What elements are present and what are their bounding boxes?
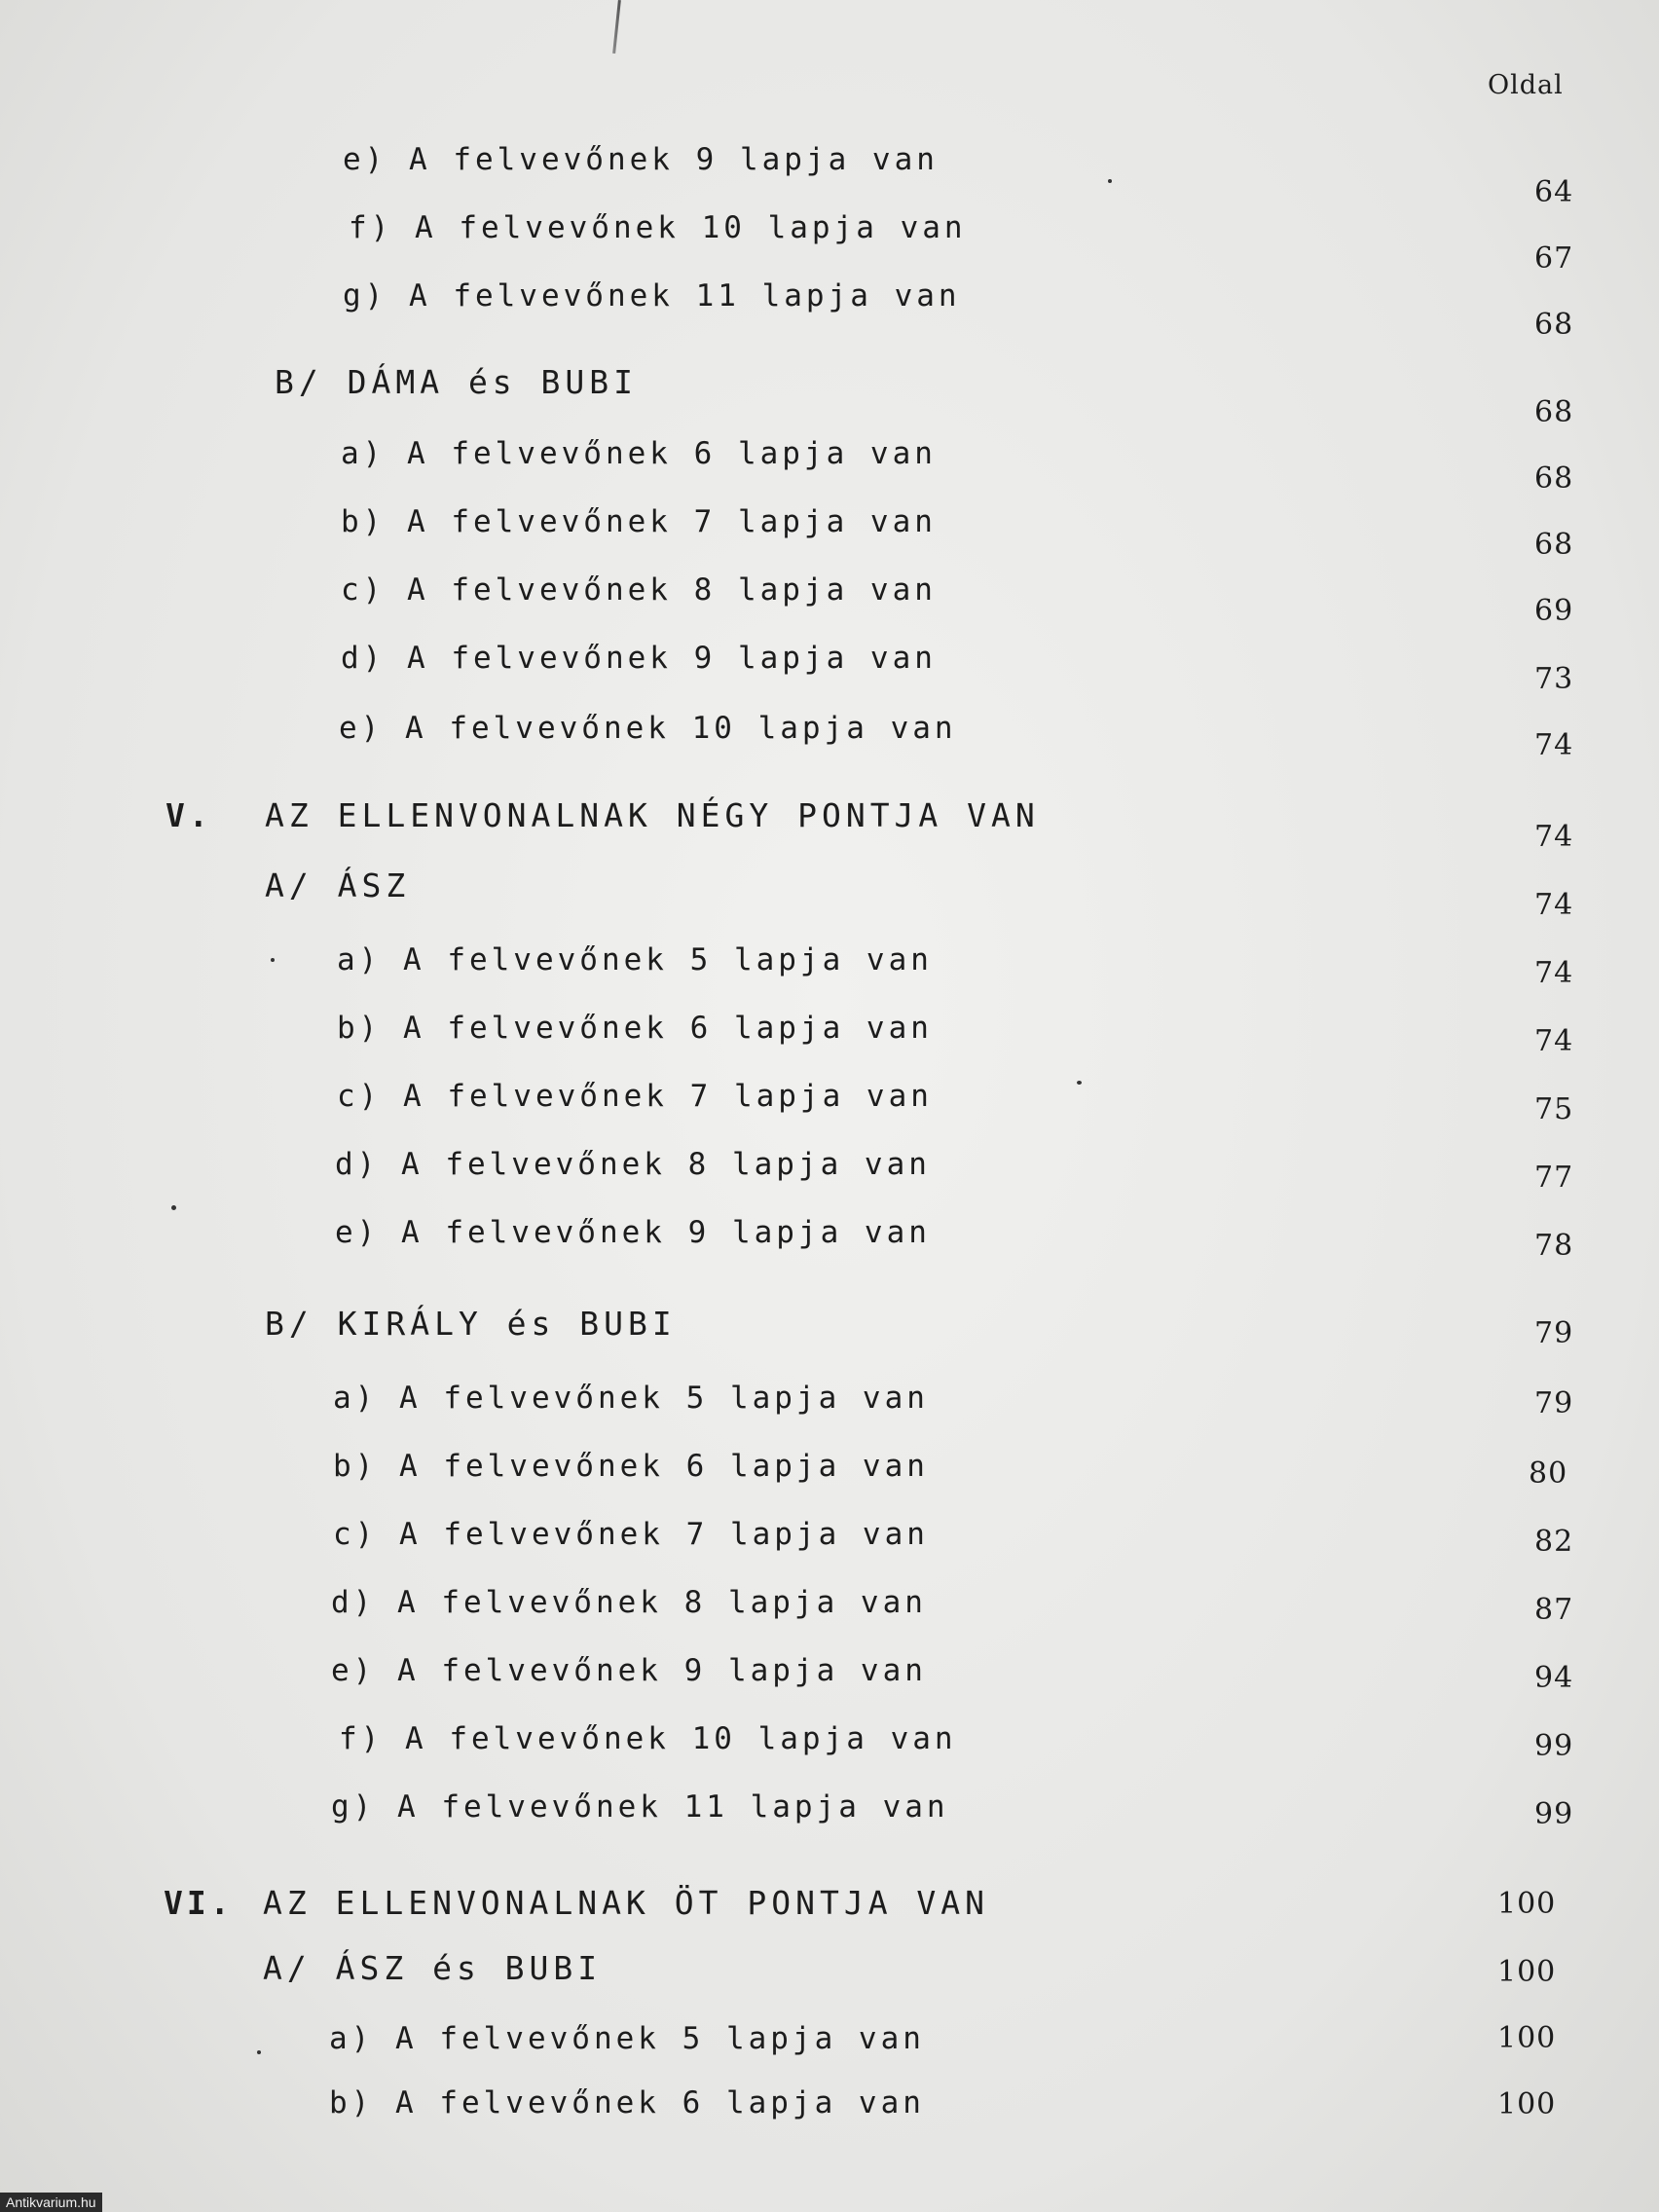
toc-entry-text: e) A felvevőnek 9 lapja van <box>343 142 939 177</box>
scratch-mark <box>612 0 621 54</box>
section-numeral-v: V. <box>166 796 212 834</box>
toc-entry-text: a) A felvevőnek 5 lapja van <box>337 942 933 977</box>
toc-page-number: 68 <box>1534 308 1574 342</box>
toc-entry-text: g) A felvevőnek 11 lapja van <box>331 1789 949 1825</box>
toc-page-number: 100 <box>1497 1887 1557 1921</box>
toc-entry-text: b) A felvevőnek 6 lapja van <box>337 1011 933 1046</box>
toc-page-number: 80 <box>1529 1456 1568 1491</box>
ink-speck <box>271 958 275 962</box>
toc-page-number: 77 <box>1534 1161 1574 1195</box>
toc-page-number: 79 <box>1534 1316 1574 1350</box>
toc-page-number: 75 <box>1534 1092 1574 1126</box>
toc-page-number: 82 <box>1534 1525 1574 1559</box>
toc-page-number: 78 <box>1534 1229 1574 1263</box>
section-numeral-vi: VI. <box>164 1884 234 1922</box>
toc-page-number: 69 <box>1534 594 1574 628</box>
ink-speck <box>1077 1081 1082 1085</box>
ink-speck <box>257 2050 261 2054</box>
toc-entry-text: d) A felvevőnek 8 lapja van <box>331 1585 927 1620</box>
toc-entry-text: d) A felvevőnek 9 lapja van <box>341 641 937 676</box>
toc-page-number: 67 <box>1534 241 1574 276</box>
toc-entry-text: e) A felvevőnek 9 lapja van <box>335 1215 931 1250</box>
toc-page-number: 68 <box>1534 395 1574 429</box>
toc-page-number: 99 <box>1534 1729 1574 1763</box>
toc-entry-text: c) A felvevőnek 7 lapja van <box>337 1079 933 1114</box>
toc-entry-text: e) A felvevőnek 10 lapja van <box>339 711 957 746</box>
toc-page-number: 100 <box>1497 2087 1557 2121</box>
toc-page-number: 74 <box>1534 956 1574 990</box>
toc-entry-text: f) A felvevőnek 10 lapja van <box>339 1721 957 1756</box>
toc-entry-text: d) A felvevőnek 8 lapja van <box>335 1147 931 1182</box>
toc-page-number: 74 <box>1534 888 1574 922</box>
toc-entry-text: a) A felvevőnek 5 lapja van <box>329 2021 925 2056</box>
toc-page-number: 100 <box>1497 1955 1557 1989</box>
toc-entry-text: g) A felvevőnek 11 lapja van <box>343 278 961 313</box>
toc-section-title: AZ ELLENVONALNAK ÖT PONTJA VAN <box>263 1884 990 1922</box>
toc-page-number: 64 <box>1534 175 1574 209</box>
toc-page-number: 94 <box>1534 1661 1574 1695</box>
ink-speck <box>1108 179 1112 183</box>
toc-entry-text: c) A felvevőnek 7 lapja van <box>333 1517 929 1552</box>
toc-subsection-title: A/ ÁSZ és BUBI <box>263 1949 603 1987</box>
toc-subsection-title: B/ DÁMA és BUBI <box>275 363 639 401</box>
toc-page-number: 73 <box>1534 662 1574 696</box>
toc-page-number: 100 <box>1497 2021 1557 2055</box>
toc-entry-text: a) A felvevőnek 6 lapja van <box>341 436 937 471</box>
toc-entry-text: b) A felvevőnek 6 lapja van <box>333 1449 929 1484</box>
toc-subsection-title: B/ KIRÁLY és BUBI <box>265 1305 677 1343</box>
ink-speck <box>171 1205 176 1210</box>
toc-page-number: 74 <box>1534 728 1574 762</box>
page-column-label: Oldal <box>1488 70 1564 100</box>
toc-section-title: AZ ELLENVONALNAK NÉGY PONTJA VAN <box>265 796 1040 834</box>
toc-entry-text: b) A felvevőnek 6 lapja van <box>329 2085 925 2120</box>
toc-subsection-title: A/ ÁSZ <box>265 866 411 904</box>
toc-entry-text: e) A felvevőnek 9 lapja van <box>331 1653 927 1688</box>
toc-entry-text: a) A felvevőnek 5 lapja van <box>333 1381 929 1416</box>
toc-page-number: 79 <box>1534 1386 1574 1420</box>
toc-entry-text: f) A felvevőnek 10 lapja van <box>349 210 967 245</box>
toc-entry-text: b) A felvevőnek 7 lapja van <box>341 504 937 539</box>
toc-page-number: 68 <box>1534 461 1574 496</box>
toc-page-number: 87 <box>1534 1593 1574 1627</box>
toc-page-number: 68 <box>1534 528 1574 562</box>
watermark-label: Antikvarium.hu <box>0 2193 102 2212</box>
toc-page-number: 74 <box>1534 820 1574 854</box>
toc-page-number: 99 <box>1534 1797 1574 1831</box>
toc-entry-text: c) A felvevőnek 8 lapja van <box>341 572 937 608</box>
toc-page-number: 74 <box>1534 1024 1574 1058</box>
